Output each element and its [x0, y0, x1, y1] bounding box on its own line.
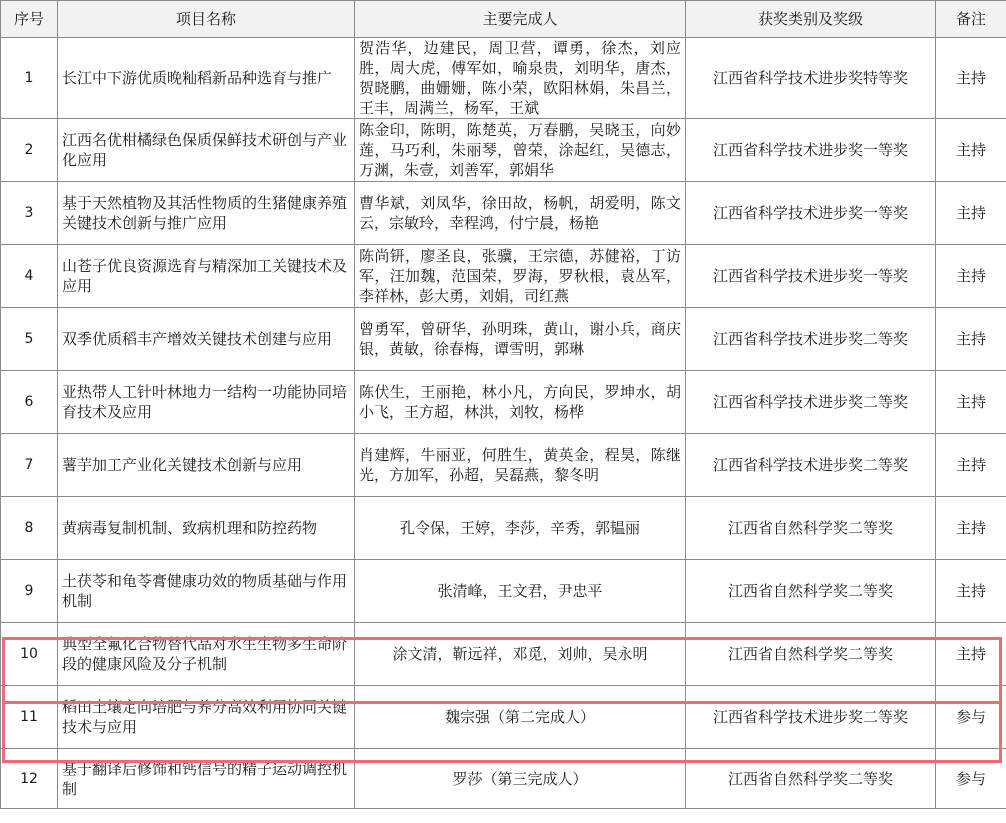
row-no: 2	[1, 119, 58, 182]
table-row	[1, 371, 1006, 434]
contributors: 张清峰，王文君，尹忠平	[355, 560, 686, 623]
project-name: 基于翻译后修饰和钙信号的精子运动调控机制	[58, 749, 355, 809]
row-no: 9	[1, 560, 58, 623]
project-name: 亚热带人工针叶林地力一结构一功能协同培育技术及应用	[58, 371, 355, 434]
award-level: 江西省科学技术进步奖一等奖	[686, 245, 936, 308]
award-level: 江西省自然科学奖二等奖	[686, 749, 936, 809]
row-no: 6	[1, 371, 58, 434]
award-level: 江西省自然科学奖二等奖	[686, 560, 936, 623]
project-name: 典型全氟化合物替代品对水生生物多生命阶段的健康风险及分子机制	[58, 623, 355, 686]
remark: 主持	[936, 119, 1006, 182]
remark: 主持	[936, 182, 1006, 245]
remark: 主持	[936, 38, 1006, 119]
row-no: 5	[1, 308, 58, 371]
row-no: 12	[1, 749, 58, 809]
contributors: 陈尚钘，廖圣良，张骥，王宗德，苏健裕，丁访军，汪加魏，范国荣，罗海，罗秋根，袁丛军，李祥林，彭大勇，刘娟，司红燕	[355, 245, 686, 308]
row-no: 10	[1, 623, 58, 686]
award-level: 江西省自然科学奖二等奖	[686, 623, 936, 686]
remark: 主持	[936, 245, 1006, 308]
header-row	[1, 1, 1006, 38]
table-row	[1, 560, 1006, 623]
remark: 参与	[936, 686, 1006, 749]
award-level: 江西省科学技术进步奖二等奖	[686, 434, 936, 497]
table-row	[1, 749, 1006, 809]
contributors: 陈伏生，王丽艳，林小凡，方向民，罗坤水，胡小飞，王方超，林洪，刘牧，杨桦	[355, 371, 686, 434]
contributors: 魏宗强（第二完成人）	[355, 686, 686, 749]
project-name: 山苍子优良资源选育与精深加工关键技术及应用	[58, 245, 355, 308]
header-note: 备注	[936, 1, 1006, 38]
award-level: 江西省科学技术进步奖二等奖	[686, 308, 936, 371]
row-no: 3	[1, 182, 58, 245]
remark: 主持	[936, 623, 1006, 686]
project-name: 薯芋加工产业化关键技术创新与应用	[58, 434, 355, 497]
row-no: 11	[1, 686, 58, 749]
project-name: 基于天然植物及其活性物质的生猪健康养殖关键技术创新与推广应用	[58, 182, 355, 245]
table-row	[1, 38, 1006, 119]
row-no: 4	[1, 245, 58, 308]
contributors: 孔令保，王婷，李莎，辛秀，郭韫丽	[355, 497, 686, 560]
project-name: 稻田土壤定向培肥与养分高效利用协同关键技术与应用	[58, 686, 355, 749]
table-row-highlighted	[1, 623, 1006, 686]
remark: 参与	[936, 749, 1006, 809]
project-name: 土茯苓和龟苓膏健康功效的物质基础与作用机制	[58, 560, 355, 623]
table-row	[1, 497, 1006, 560]
table-row-highlighted	[1, 686, 1006, 749]
table-row	[1, 434, 1006, 497]
project-name: 长江中下游优质晚籼稻新品种选育与推广	[58, 38, 355, 119]
contributors: 贺浩华，边建民，周卫营，谭勇，徐杰，刘应胜，周大虎，傅军如，喻泉贵，刘明华，唐杰，贺晓鹏，曲姗姗，陈小荣，欧阳林娟，朱昌兰，王丰，周满兰，杨军，王斌	[355, 38, 686, 119]
contributors: 肖建辉，牛丽亚，何胜生，黄英金，程昊，陈继光，方加军，孙超，吴磊燕，黎冬明	[355, 434, 686, 497]
award-level: 江西省自然科学奖二等奖	[686, 497, 936, 560]
remark: 主持	[936, 434, 1006, 497]
header-name: 项目名称	[58, 1, 355, 38]
remark: 主持	[936, 371, 1006, 434]
table-row	[1, 245, 1006, 308]
award-level: 江西省科学技术进步奖一等奖	[686, 182, 936, 245]
table-row	[1, 182, 1006, 245]
header-no: 序号	[1, 1, 58, 38]
contributors: 罗莎（第三完成人）	[355, 749, 686, 809]
header-people: 主要完成人	[355, 1, 686, 38]
award-level: 江西省科学技术进步奖二等奖	[686, 371, 936, 434]
project-name: 江西名优柑橘绿色保质保鲜技术研创与产业化应用	[58, 119, 355, 182]
header-award: 获奖类别及奖级	[686, 1, 936, 38]
remark: 主持	[936, 308, 1006, 371]
award-level: 江西省科学技术进步奖二等奖	[686, 686, 936, 749]
row-no: 8	[1, 497, 58, 560]
contributors: 曹华斌，刘凤华，徐田故，杨帆，胡爱明，陈文云，宗敏玲，幸程鸿，付宁晨，杨艳	[355, 182, 686, 245]
contributors: 涂文清，靳远祥，邓觅，刘帅，吴永明	[355, 623, 686, 686]
table-row	[1, 119, 1006, 182]
table-row	[1, 308, 1006, 371]
row-no: 1	[1, 38, 58, 119]
contributors: 陈金印，陈明，陈楚英，万春鹏，吴晓玉，向妙莲，马巧利，朱丽琴，曾荣，涂起红，吴德志，万渊，朱壹，刘善军，郭娟华	[355, 119, 686, 182]
project-name: 双季优质稻丰产增效关键技术创建与应用	[58, 308, 355, 371]
project-name: 黄病毒复制机制、致病机理和防控药物	[58, 497, 355, 560]
contributors: 曾勇军，曾研华，孙明珠，黄山，谢小兵，商庆银，黄敏，徐春梅，谭雪明，郭琳	[355, 308, 686, 371]
remark: 主持	[936, 497, 1006, 560]
remark: 主持	[936, 560, 1006, 623]
award-level: 江西省科学技术进步奖一等奖	[686, 119, 936, 182]
row-no: 7	[1, 434, 58, 497]
award-level: 江西省科学技术进步奖特等奖	[686, 38, 936, 119]
